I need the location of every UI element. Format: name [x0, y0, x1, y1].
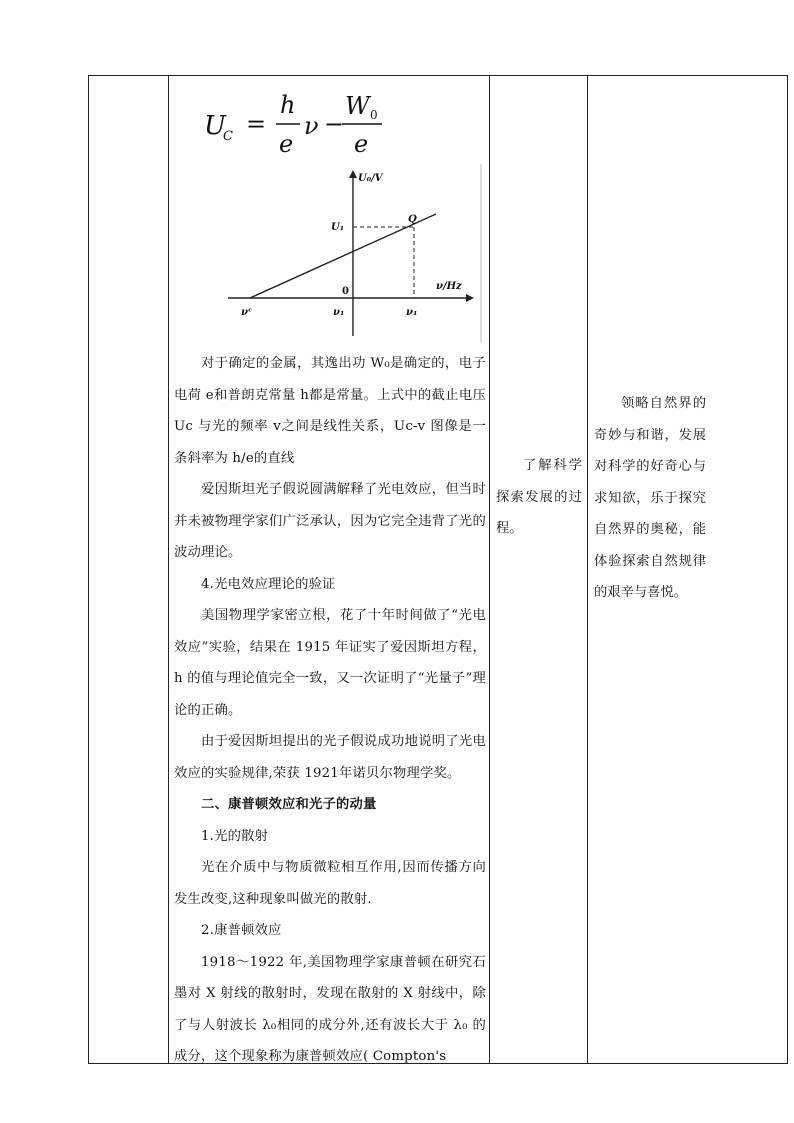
formula-h: h — [280, 91, 296, 119]
body-text — [174, 348, 486, 1063]
value-column — [594, 76, 784, 1063]
content-column — [168, 76, 488, 1063]
formula-w-sub: 0 — [370, 108, 378, 122]
paragraph: 1918～1922 年,美国物理学家康普顿在研究石墨对 X 射线的散射时，发现在散射的 X 射线中，除了与人射波长 λ₀相同的成分外,还有波长大于 λ₀ 的成分，这个现象称为康普顿效应( Compton's — [174, 954, 486, 1063]
origin-label: 0 — [342, 286, 349, 297]
section-subtitle: 2.康普顿效应 — [201, 923, 282, 938]
cutoff-voltage-formula — [202, 88, 402, 158]
formula-e: e — [279, 130, 294, 158]
paragraph: 由于爱因斯坦提出的光子假说成功地说明了光电效应的实验规律,荣获 1921年诺贝尔物理学奖。 — [174, 734, 486, 781]
formula-lhs: U — [204, 111, 226, 141]
paragraph: 光在介质中与物质微粒相互作用,因而传播方向发生改变,这种现象叫做光的散射. — [174, 860, 486, 907]
column-divider — [587, 76, 588, 1063]
objective-column — [496, 76, 584, 1063]
v2-label: ν₁ — [406, 307, 418, 318]
objective-paragraph: 了解科学探索发展的过程。 — [496, 458, 582, 536]
paragraph: 对于确定的金属，其逸出功 W₀是确定的，电子电荷 e和普朗克常量 h都是常量。上式中的截止电压 Uc 与光的频率 v之间是线性关系，Uc-v 图像是一条斜率为 h/e的直线 — [174, 356, 486, 466]
svg-text:−: − — [324, 110, 345, 138]
objective-text — [496, 450, 582, 545]
column-divider — [489, 76, 490, 1063]
value-paragraph: 领略自然界的奇妙与和谐，发展对科学的好奇心与求知欲，乐于探究自然界的奥秘，能体验探索自然规律的艰辛与喜悦。 — [594, 396, 706, 600]
section-subtitle: 4.光电效应理论的验证 — [201, 576, 336, 592]
v1-label: ν₁ — [333, 307, 345, 318]
formula-w: W — [345, 92, 370, 120]
lesson-table — [88, 75, 788, 1064]
formula-lhs-sub: C — [223, 129, 233, 144]
uc-v-graph — [228, 164, 484, 344]
formula-nu: ν — [304, 112, 319, 140]
u1-label: U₁ — [331, 222, 345, 233]
section-subtitle: 1.光的散射 — [201, 828, 269, 844]
y-axis-label: U₀/V — [358, 173, 383, 184]
point-q-label: Q — [408, 214, 417, 225]
paragraph: 美国物理学家密立根，花了十年时间做了“光电效应”实验，结果在 1915 年证实了爱因斯坦方程，h 的值与理论值完全一致，又一次证明了“光量子”理论的正确。 — [174, 608, 486, 718]
vc-label: νᶜ — [241, 307, 253, 318]
svg-text:=: = — [246, 110, 267, 138]
value-text — [594, 388, 706, 609]
paragraph: 爱因斯坦光子假说圆满解释了光电效应，但当时并未被物理学家们广泛承认，因为它完全违背了光的波动理论。 — [174, 482, 486, 560]
section-heading: 二、康普顿效应和光子的动量 — [201, 797, 377, 812]
formula-e2: e — [354, 130, 369, 158]
x-axis-label: ν/Hz — [436, 281, 462, 292]
